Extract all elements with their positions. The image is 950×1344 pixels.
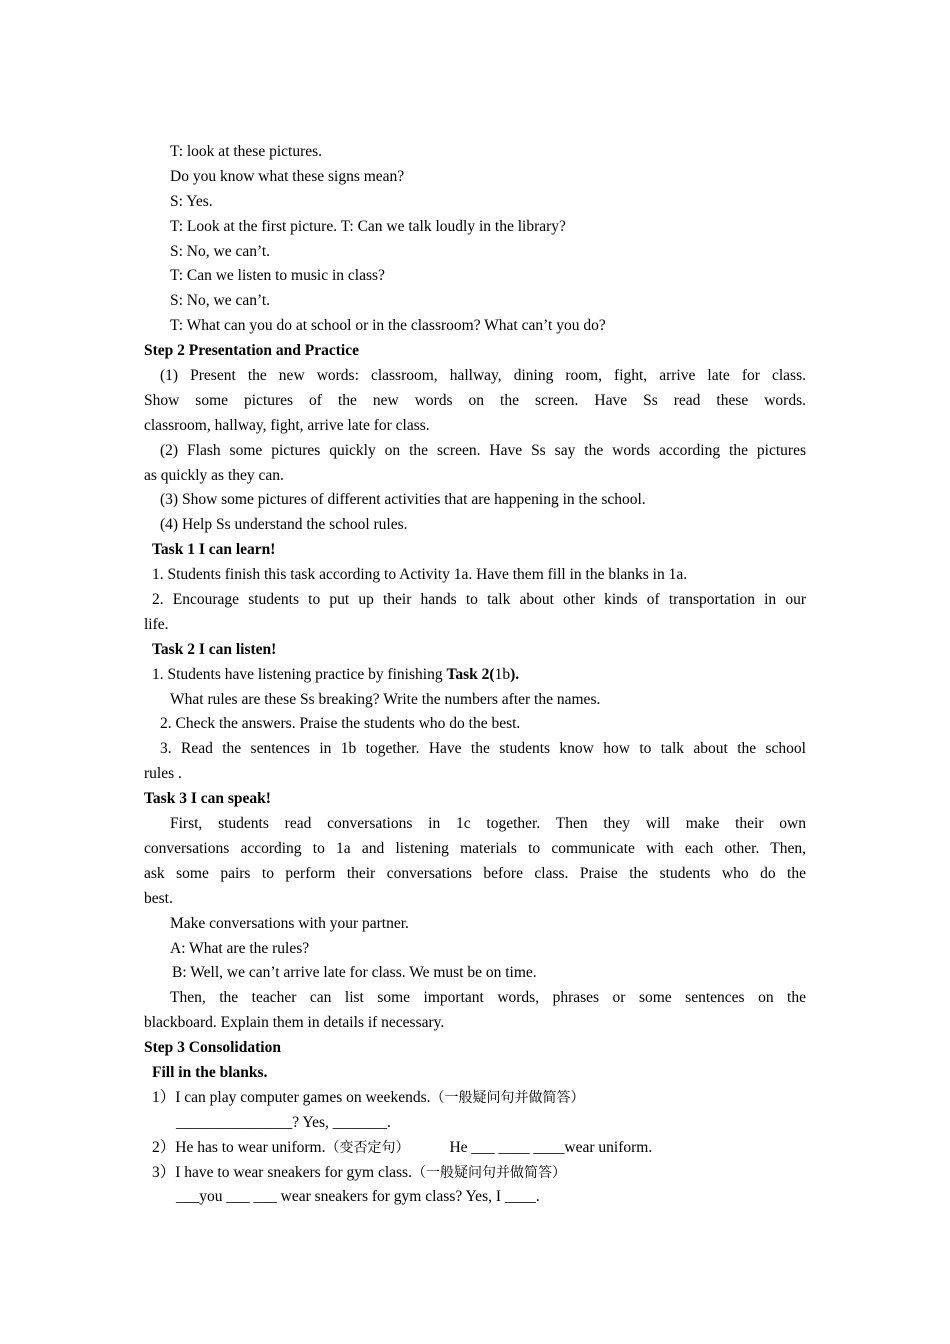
document-body (144, 140, 806, 1210)
dialogue-line: S: Yes. (170, 192, 213, 210)
exercise-answer: He ___ ____ ____wear uniform. (449, 1138, 653, 1156)
question-hint: （一般疑问句并做简答） (430, 1089, 585, 1106)
list-item (144, 663, 806, 688)
task3-heading: Task 3 I can speak! (144, 790, 271, 808)
paragraph-line: Then, the teacher can list some important words, phrases or some sentences on the (170, 989, 806, 1007)
paragraph-line: (2) Flash some pictures quickly on the screen. Have Ss say the words according the pictures (160, 441, 806, 459)
list-item: life. (144, 615, 169, 633)
exercise-answer: _______________? Yes, _______. (176, 1113, 391, 1131)
question-hint: （变否定句） (325, 1139, 410, 1156)
step2-heading: Step 2 Presentation and Practice (144, 342, 359, 360)
list-item: 1. Students finish this task according to Activity 1a. Have them fill in the blanks in 1a. (152, 566, 688, 584)
list-item: rules . (144, 765, 182, 783)
task-ref: Task 2( (446, 665, 495, 683)
paragraph-line: as quickly as they can. (144, 466, 284, 484)
paragraph-line: A: What are the rules? (170, 939, 310, 957)
question-hint: （一般疑问句并做简答） (411, 1164, 566, 1181)
dialogue-line: T: What can you do at school or in the classroom? What can’t you do? (170, 317, 606, 335)
paragraph-line: ask some pairs to perform their conversations before class. Praise the students who do the (144, 864, 806, 882)
paragraph-line: (4) Help Ss understand the school rules. (160, 516, 408, 534)
paragraph-line: classroom, hallway, fight, arrive late for class. (144, 416, 430, 434)
list-item: 3. Read the sentences in 1b together. Have the students know how to talk about the school (160, 740, 806, 758)
task-ref-end: ). (510, 665, 520, 683)
question-text: 2）He has to wear uniform. (152, 1138, 326, 1156)
paragraph-line: blackboard. Explain them in details if necessary. (144, 1014, 445, 1032)
paragraph-line: Show some pictures of the new words on the screen. Have Ss read these words. (144, 391, 806, 409)
exercise-answer: ___you ___ ___ wear sneakers for gym class? Yes, I ____. (176, 1188, 540, 1206)
paragraph-line: B: Well, we can’t arrive late for class. We must be on time. (172, 964, 537, 982)
dialogue-line: T: Look at the first picture. T: Can we talk loudly in the library? (170, 217, 566, 235)
dialogue-line: Do you know what these signs mean? (170, 167, 405, 185)
exercise-question (144, 1161, 806, 1186)
question-text: 1）I can play computer games on weekends. (152, 1088, 431, 1106)
paragraph-line: best. (144, 889, 173, 907)
paragraph-line: (1) Present the new words: classroom, hallway, dining room, fight, arrive late for class. (160, 367, 806, 385)
paragraph-line: Make conversations with your partner. (170, 914, 409, 932)
paragraph-line: (3) Show some pictures of different activities that are happening in the school. (160, 491, 646, 509)
question-text: 3）I have to wear sneakers for gym class. (152, 1163, 412, 1181)
paragraph-line: First, students read conversations in 1c together. Then they will make their own (170, 815, 806, 833)
dialogue-line: T: Can we listen to music in class? (170, 267, 385, 285)
list-item: 2. Check the answers. Praise the students who do the best. (160, 715, 521, 733)
task1-heading: Task 1 I can learn! (152, 541, 276, 559)
exercise-instruction: Fill in the blanks. (152, 1063, 268, 1081)
dialogue-line: T: look at these pictures. (170, 143, 323, 160)
list-item: 2. Encourage students to put up their hands to talk about other kinds of transportation in our (152, 591, 806, 609)
exercise-question (144, 1136, 806, 1161)
paragraph-line: conversations according to 1a and listening materials to communicate with each other. Then, (144, 839, 806, 857)
task-ref-number: 1b (494, 665, 511, 683)
list-item: What rules are these Ss breaking? Write the numbers after the names. (170, 690, 601, 708)
dialogue-line: S: No, we can’t. (170, 242, 271, 260)
list-item-text: 1. Students have listening practice by finishing (152, 665, 447, 683)
dialogue-line: S: No, we can’t. (170, 292, 271, 310)
step3-heading: Step 3 Consolidation (144, 1039, 281, 1057)
task2-heading: Task 2 I can listen! (152, 640, 277, 658)
exercise-question (144, 1086, 806, 1111)
